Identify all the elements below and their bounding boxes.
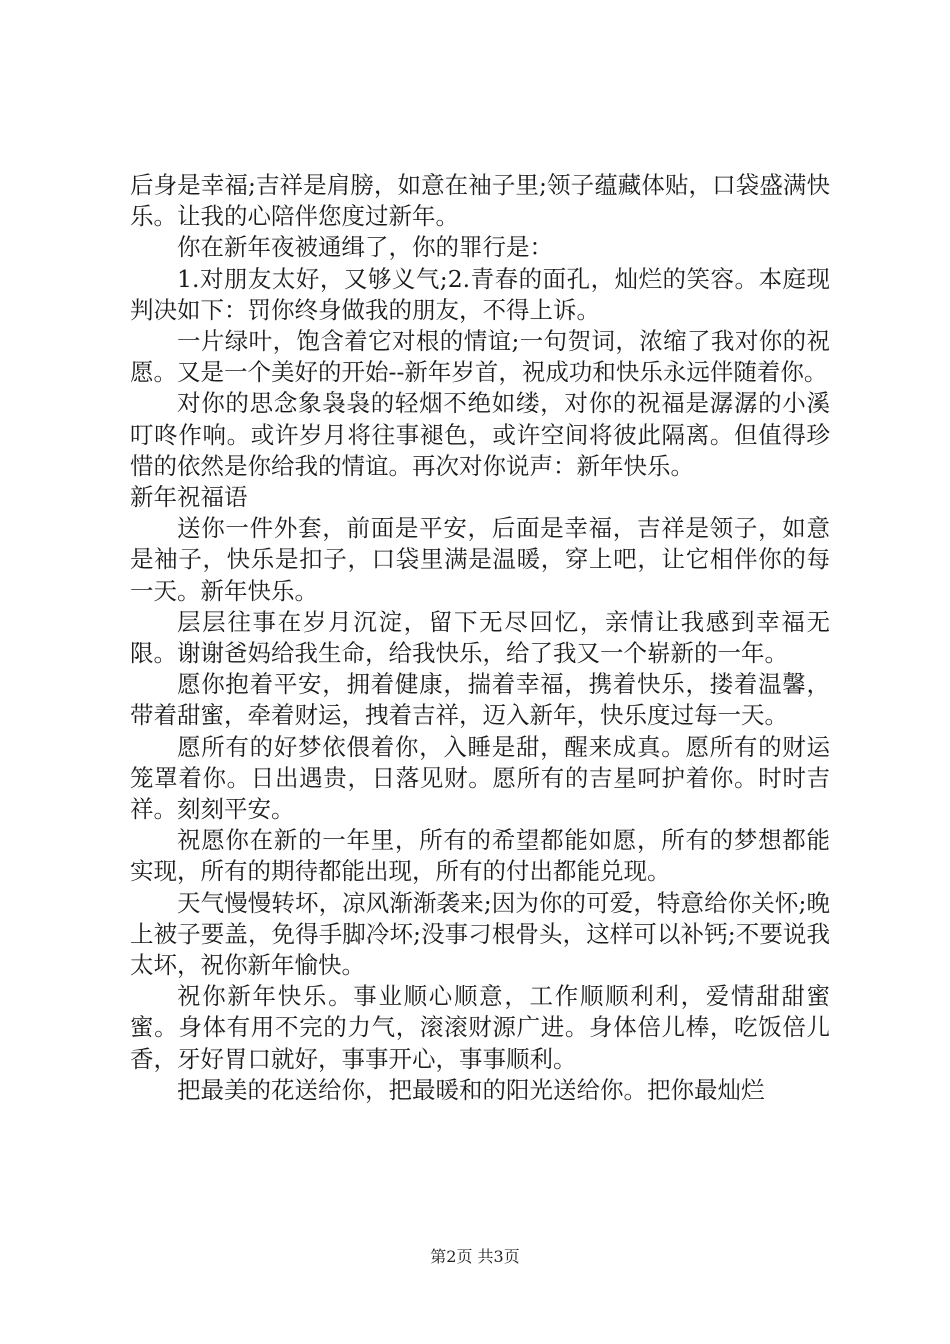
paragraph: 愿你抱着平安，拥着健康，揣着幸福，携着快乐，搂着温馨，带着甜蜜，牵着财运，拽着吉祥，迈入新年，快乐度过每一天。 [130, 670, 830, 730]
paragraph: 一片绿叶，饱含着它对根的情谊;一句贺词，浓缩了我对你的祝愿。又是一个美好的开始--新年岁首，祝成功和快乐永远伴随着你。 [130, 327, 830, 387]
paragraph: 后身是幸福;吉祥是肩膀，如意在袖子里;领子蕴藏体贴，口袋盛满快乐。让我的心陪伴您度过新年。 [130, 171, 830, 231]
section-heading: 新年祝福语 [130, 483, 248, 512]
paragraph: 送你一件外套，前面是平安，后面是幸福，吉祥是领子，如意是袖子，快乐是扣子，口袋里满是温暖，穿上吧，让它相伴你的每一天。新年快乐。 [130, 514, 830, 605]
paragraph: 层层往事在岁月沉淀，留下无尽回忆，亲情让我感到幸福无限。谢谢爸妈给我生命，给我快乐，给了我又一个崭新的一年。 [130, 607, 830, 668]
paragraph: 愿所有的好梦依偎着你，入睡是甜，醒来成真。愿所有的财运笼罩着你。日出遇贵，日落见财。愿所有的吉星呵护着你。时时吉祥。刻刻平安。 [130, 732, 830, 824]
paragraph: 祝愿你在新的一年里，所有的希望都能如愿，所有的梦想都能实现，所有的期待都能出现，所有的付出都能兑现。 [130, 826, 830, 886]
paragraph: 把最美的花送给你，把最暖和的阳光送给你。把你最灿烂 [177, 1075, 765, 1104]
page-number: 第2页 共3页 [430, 1247, 520, 1266]
paragraph: 你在新年夜被通缉了，你的罪行是： [177, 233, 553, 262]
document-body [130, 170, 830, 1106]
paragraph: 对你的思念象袅袅的轻烟不绝如缕，对你的祝福是潺潺的小溪叮咚作响。或许岁月将往事褪色，或许空间将彼此隔离。但值得珍惜的依然是你给我的情谊。再次对你说声：新年快乐。 [130, 389, 830, 480]
paragraph: 1.对朋友太好，又够义气;2.青春的面孔，灿烂的笑容。本庭现判决如下：罚你终身做我的朋友，不得上诉。 [130, 264, 830, 324]
paragraph: 祝你新年快乐。事业顺心顺意，工作顺顺利利，爱情甜甜蜜蜜。身体有用不完的力气，滚滚财源广进。身体倍儿棒，吃饭倍儿香，牙好胃口就好，事事开心，事事顺利。 [130, 982, 830, 1073]
paragraph: 天气慢慢转坏，凉风渐渐袭来;因为你的可爱，特意给你关怀;晚上被子要盖，免得手脚冷坏;没事刁根骨头，这样可以补钙;不要说我太坏，祝你新年愉快。 [130, 888, 830, 980]
